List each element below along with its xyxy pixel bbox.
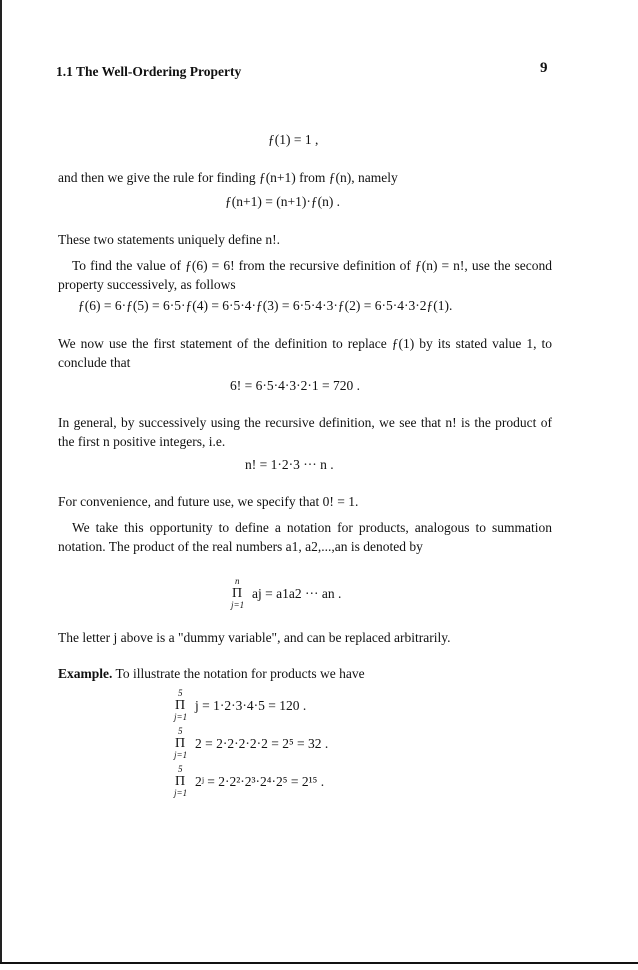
- example1-upper-limit: 5: [178, 688, 183, 698]
- paragraph-define-factorial: These two statements uniquely define n!.: [58, 232, 280, 247]
- example1-body: j = 1·2·3·4·5 = 120 .: [195, 698, 307, 713]
- example2-body: 2 = 2·2·2·2·2 = 2⁵ = 32 .: [195, 736, 329, 751]
- paragraph-zero-factorial: For convenience, and future use, we specify that 0! = 1.: [58, 494, 359, 509]
- page-left-border: [0, 0, 2, 964]
- equation-six-factorial: 6! = 6·5·4·3·2·1 = 720 .: [230, 378, 360, 393]
- example3-lower-limit: j=1: [174, 788, 188, 798]
- example3-upper-limit: 5: [178, 764, 183, 774]
- equation-recursion: ƒ(n+1) = (n+1)·ƒ(n) .: [225, 194, 341, 209]
- example2-upper-limit: 5: [178, 726, 183, 736]
- paragraph-general: In general, by successively using the recursive definition, we see that n! is the product of the first n positive integers, i.e.: [58, 415, 552, 449]
- product-definition-body: aj = a1a2 ··· an .: [252, 586, 342, 601]
- product-lower-limit: j=1: [231, 600, 245, 610]
- example3-product-symbol: Π: [175, 774, 186, 789]
- product-symbol: Π: [232, 586, 243, 601]
- example-label: Example.: [58, 666, 113, 681]
- section-header: 1.1 The Well-Ordering Property: [56, 64, 242, 79]
- example3-body: 2ʲ = 2·2²·2³·2⁴·2⁵ = 2¹⁵ .: [195, 774, 325, 789]
- paragraph-rule-intro: and then we give the rule for finding ƒ(n+1) from ƒ(n), namely: [58, 170, 398, 185]
- example-text: To illustrate the notation for products we have: [115, 666, 365, 681]
- example2-product-symbol: Π: [175, 736, 186, 751]
- example2-lower-limit: j=1: [174, 750, 188, 760]
- equation-n-factorial: n! = 1·2·3 ··· n .: [245, 457, 334, 472]
- page-number: 9: [540, 60, 548, 76]
- example1-lower-limit: j=1: [174, 712, 188, 722]
- example-line: [58, 664, 552, 683]
- example1-product-symbol: Π: [175, 698, 186, 713]
- paragraph-dummy-variable: The letter j above is a "dummy variable", and can be replaced arbitrarily.: [58, 630, 451, 645]
- paragraph-first-statement: We now use the first statement of the definition to replace ƒ(1) by its stated value 1, to conclude that: [58, 336, 552, 370]
- page-bottom-border: [0, 962, 638, 964]
- equation-expansion: ƒ(6) = 6·ƒ(5) = 6·5·ƒ(4) = 6·5·4·ƒ(3) = 6·5·4·3·ƒ(2) = 6·5·4·3·2ƒ(1).: [78, 298, 453, 313]
- equation-f1: ƒ(1) = 1 ,: [268, 132, 319, 147]
- product-upper-limit: n: [235, 576, 240, 586]
- paragraph-product-notation: We take this opportunity to define a notation for products, analogous to summation notation. The product of the real numbers a1, a2,...,an is denoted by: [58, 520, 552, 554]
- paragraph-find-f6: To find the value of ƒ(6) = 6! from the recursive definition of ƒ(n) = n!, use the second property successively, as follows: [58, 258, 552, 292]
